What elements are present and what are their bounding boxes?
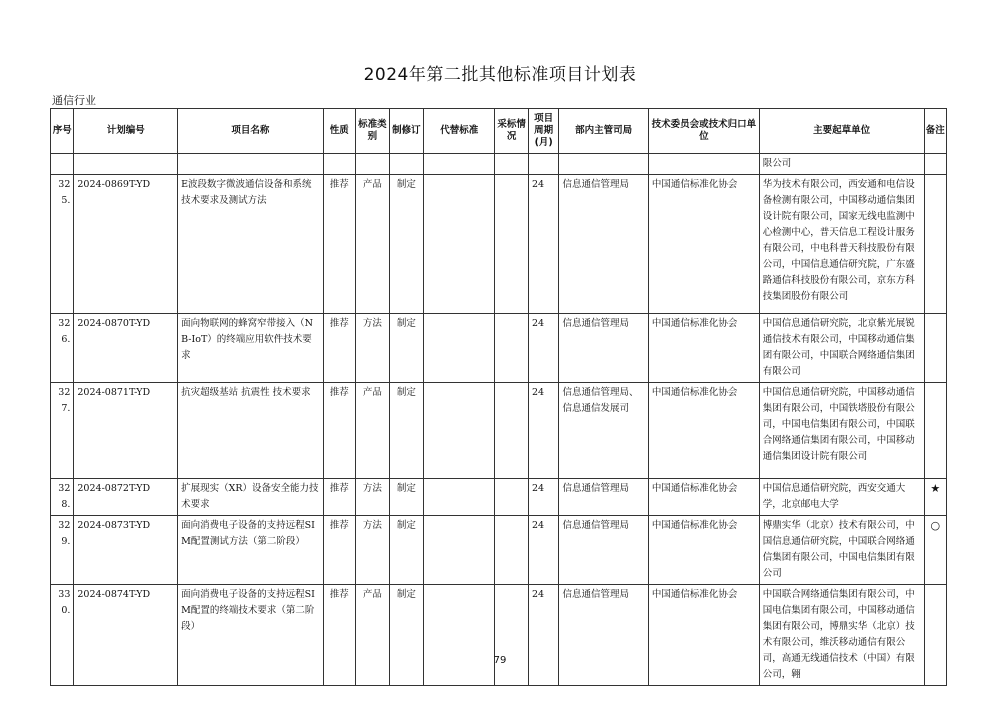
remark-cell bbox=[924, 314, 946, 383]
revise-cell: 制定 bbox=[389, 383, 424, 479]
nature-cell: 推荐 bbox=[323, 383, 356, 479]
header-plan-no: 计划编号 bbox=[74, 109, 178, 154]
seq-cell: 328. bbox=[51, 479, 74, 516]
adopt-cell bbox=[495, 479, 529, 516]
nature-cell: 推荐 bbox=[323, 314, 356, 383]
table-row bbox=[51, 314, 947, 383]
standard-type-cell: 产品 bbox=[356, 383, 390, 479]
project-name-cell: 面向物联网的蜂窝窄带接入（NB-IoT）的终端应用软件技术要求 bbox=[178, 314, 323, 383]
replace-cell bbox=[424, 585, 495, 686]
department-cell: 信息通信管理局 bbox=[559, 175, 648, 314]
nature-cell: 推荐 bbox=[323, 516, 356, 585]
department-cell: 信息通信管理局 bbox=[559, 585, 648, 686]
table-header-row bbox=[51, 109, 947, 154]
seq-cell: 330. bbox=[51, 585, 74, 686]
remark-cell bbox=[924, 175, 946, 314]
period-cell: 24 bbox=[528, 314, 559, 383]
table-row bbox=[51, 479, 947, 516]
project-name-cell: 抗灾超级基站 抗震性 技术要求 bbox=[178, 383, 323, 479]
department-cell: 信息通信管理局、信息通信发展司 bbox=[559, 383, 648, 479]
revise-cell: 制定 bbox=[389, 479, 424, 516]
committee-cell: 中国通信标准化协会 bbox=[648, 585, 759, 686]
plan-no-cell: 2024-0871T-YD bbox=[74, 383, 178, 479]
revise-cell: 制定 bbox=[389, 314, 424, 383]
header-drafters: 主要起草单位 bbox=[759, 109, 924, 154]
committee-cell: 中国通信标准化协会 bbox=[648, 314, 759, 383]
drafters-cell: 中国信息通信研究院，北京紫光展锐通信技术有限公司，中国移动通信集团有限公司，中国联合网络通信集团有限公司 bbox=[759, 314, 924, 383]
department-cell: 信息通信管理局 bbox=[559, 516, 648, 585]
standard-type-cell: 方法 bbox=[356, 479, 390, 516]
page-number: 79 bbox=[493, 655, 507, 666]
header-seq: 序号 bbox=[51, 109, 74, 154]
table-row-continuation bbox=[51, 154, 947, 175]
plan-no-cell: 2024-0872T-YD bbox=[74, 479, 178, 516]
revise-cell: 制定 bbox=[389, 516, 424, 585]
remark-cell bbox=[924, 383, 946, 479]
drafters-cell: 华为技术有限公司，西安通和电信设备检测有限公司，中国移动通信集团设计院有限公司，国家无线电监测中心检测中心，普天信息工程设计服务有限公司，中电科普天科技股份有限公司，中国信息通信研究院，广东盛路通信科技股份有限公司，京东方科技集团股份有限公司 bbox=[759, 175, 924, 314]
adopt-cell bbox=[495, 383, 529, 479]
department-cell: 信息通信管理局 bbox=[559, 314, 648, 383]
period-cell: 24 bbox=[528, 383, 559, 479]
remark-star-mark: ★ bbox=[924, 479, 946, 516]
standards-plan-table bbox=[50, 108, 947, 686]
committee-cell: 中国通信标准化协会 bbox=[648, 383, 759, 479]
drafters-cell: 中国信息通信研究院，西安交通大学，北京邮电大学 bbox=[759, 479, 924, 516]
committee-cell: 中国通信标准化协会 bbox=[648, 175, 759, 314]
nature-cell: 推荐 bbox=[323, 479, 356, 516]
plan-no-cell: 2024-0869T-YD bbox=[74, 175, 178, 314]
nature-cell: 推荐 bbox=[323, 585, 356, 686]
nature-cell: 推荐 bbox=[323, 175, 356, 314]
seq-cell: 325. bbox=[51, 175, 74, 314]
replace-cell bbox=[424, 314, 495, 383]
project-name-cell: 面向消费电子设备的支持远程SIM配置的终端技术要求（第二阶段） bbox=[178, 585, 323, 686]
standard-type-cell: 产品 bbox=[356, 175, 390, 314]
adopt-cell bbox=[495, 175, 529, 314]
header-department: 部内主管司局 bbox=[559, 109, 648, 154]
adopt-cell bbox=[495, 314, 529, 383]
remark-cell bbox=[924, 585, 946, 686]
table-row bbox=[51, 585, 947, 686]
plan-no-cell: 2024-0873T-YD bbox=[74, 516, 178, 585]
project-name-cell: E波段数字微波通信设备和系统技术要求及测试方法 bbox=[178, 175, 323, 314]
adopt-cell bbox=[495, 585, 529, 686]
table-row bbox=[51, 383, 947, 479]
revise-cell: 制定 bbox=[389, 175, 424, 314]
header-committee: 技术委员会或技术归口单位 bbox=[648, 109, 759, 154]
department-cell: 信息通信管理局 bbox=[559, 479, 648, 516]
committee-cell: 中国通信标准化协会 bbox=[648, 516, 759, 585]
header-period: 项目周期(月) bbox=[528, 109, 559, 154]
period-cell: 24 bbox=[528, 175, 559, 314]
replace-cell bbox=[424, 479, 495, 516]
drafters-cell: 限公司 bbox=[759, 154, 924, 175]
drafters-cell: 中国联合网络通信集团有限公司，中国电信集团有限公司，中国移动通信集团有限公司，博鼎实华（北京）技术有限公司，维沃移动通信有限公司，高通无线通信技术（中国）有限公司，翱 bbox=[759, 585, 924, 686]
period-cell: 24 bbox=[528, 479, 559, 516]
header-revise: 制修订 bbox=[389, 109, 424, 154]
seq-cell: 326. bbox=[51, 314, 74, 383]
plan-no-cell: 2024-0870T-YD bbox=[74, 314, 178, 383]
adopt-cell bbox=[495, 516, 529, 585]
replace-cell bbox=[424, 516, 495, 585]
header-replace: 代替标准 bbox=[424, 109, 495, 154]
header-adopt: 采标情况 bbox=[495, 109, 529, 154]
project-name-cell: 扩展现实（XR）设备安全能力技术要求 bbox=[178, 479, 323, 516]
header-standard-type: 标准类别 bbox=[356, 109, 390, 154]
period-cell: 24 bbox=[528, 585, 559, 686]
page-title: 2024年第二批其他标准项目计划表 bbox=[363, 65, 637, 85]
project-name-cell: 面向消费电子设备的支持远程SIM配置测试方法（第二阶段） bbox=[178, 516, 323, 585]
revise-cell: 制定 bbox=[389, 585, 424, 686]
header-remark: 备注 bbox=[924, 109, 946, 154]
plan-no-cell: 2024-0874T-YD bbox=[74, 585, 178, 686]
period-cell: 24 bbox=[528, 516, 559, 585]
seq-cell: 329. bbox=[51, 516, 74, 585]
drafters-cell: 博鼎实华（北京）技术有限公司，中国信息通信研究院，中国联合网络通信集团有限公司，中国电信集团有限公司 bbox=[759, 516, 924, 585]
replace-cell bbox=[424, 383, 495, 479]
standard-type-cell: 产品 bbox=[356, 585, 390, 686]
header-nature: 性质 bbox=[323, 109, 356, 154]
table-row bbox=[51, 175, 947, 314]
standard-type-cell: 方法 bbox=[356, 516, 390, 585]
standard-type-cell: 方法 bbox=[356, 314, 390, 383]
industry-section-label: 通信行业 bbox=[52, 94, 96, 107]
header-project-name: 项目名称 bbox=[178, 109, 323, 154]
seq-cell: 327. bbox=[51, 383, 74, 479]
replace-cell bbox=[424, 175, 495, 314]
committee-cell: 中国通信标准化协会 bbox=[648, 479, 759, 516]
table-row bbox=[51, 516, 947, 585]
drafters-cell: 中国信息通信研究院，中国移动通信集团有限公司，中国铁塔股份有限公司，中国电信集团有限公司，中国联合网络通信集团有限公司，中国移动通信集团设计院有限公司 bbox=[759, 383, 924, 479]
remark-circle-mark: ○ bbox=[924, 516, 946, 585]
